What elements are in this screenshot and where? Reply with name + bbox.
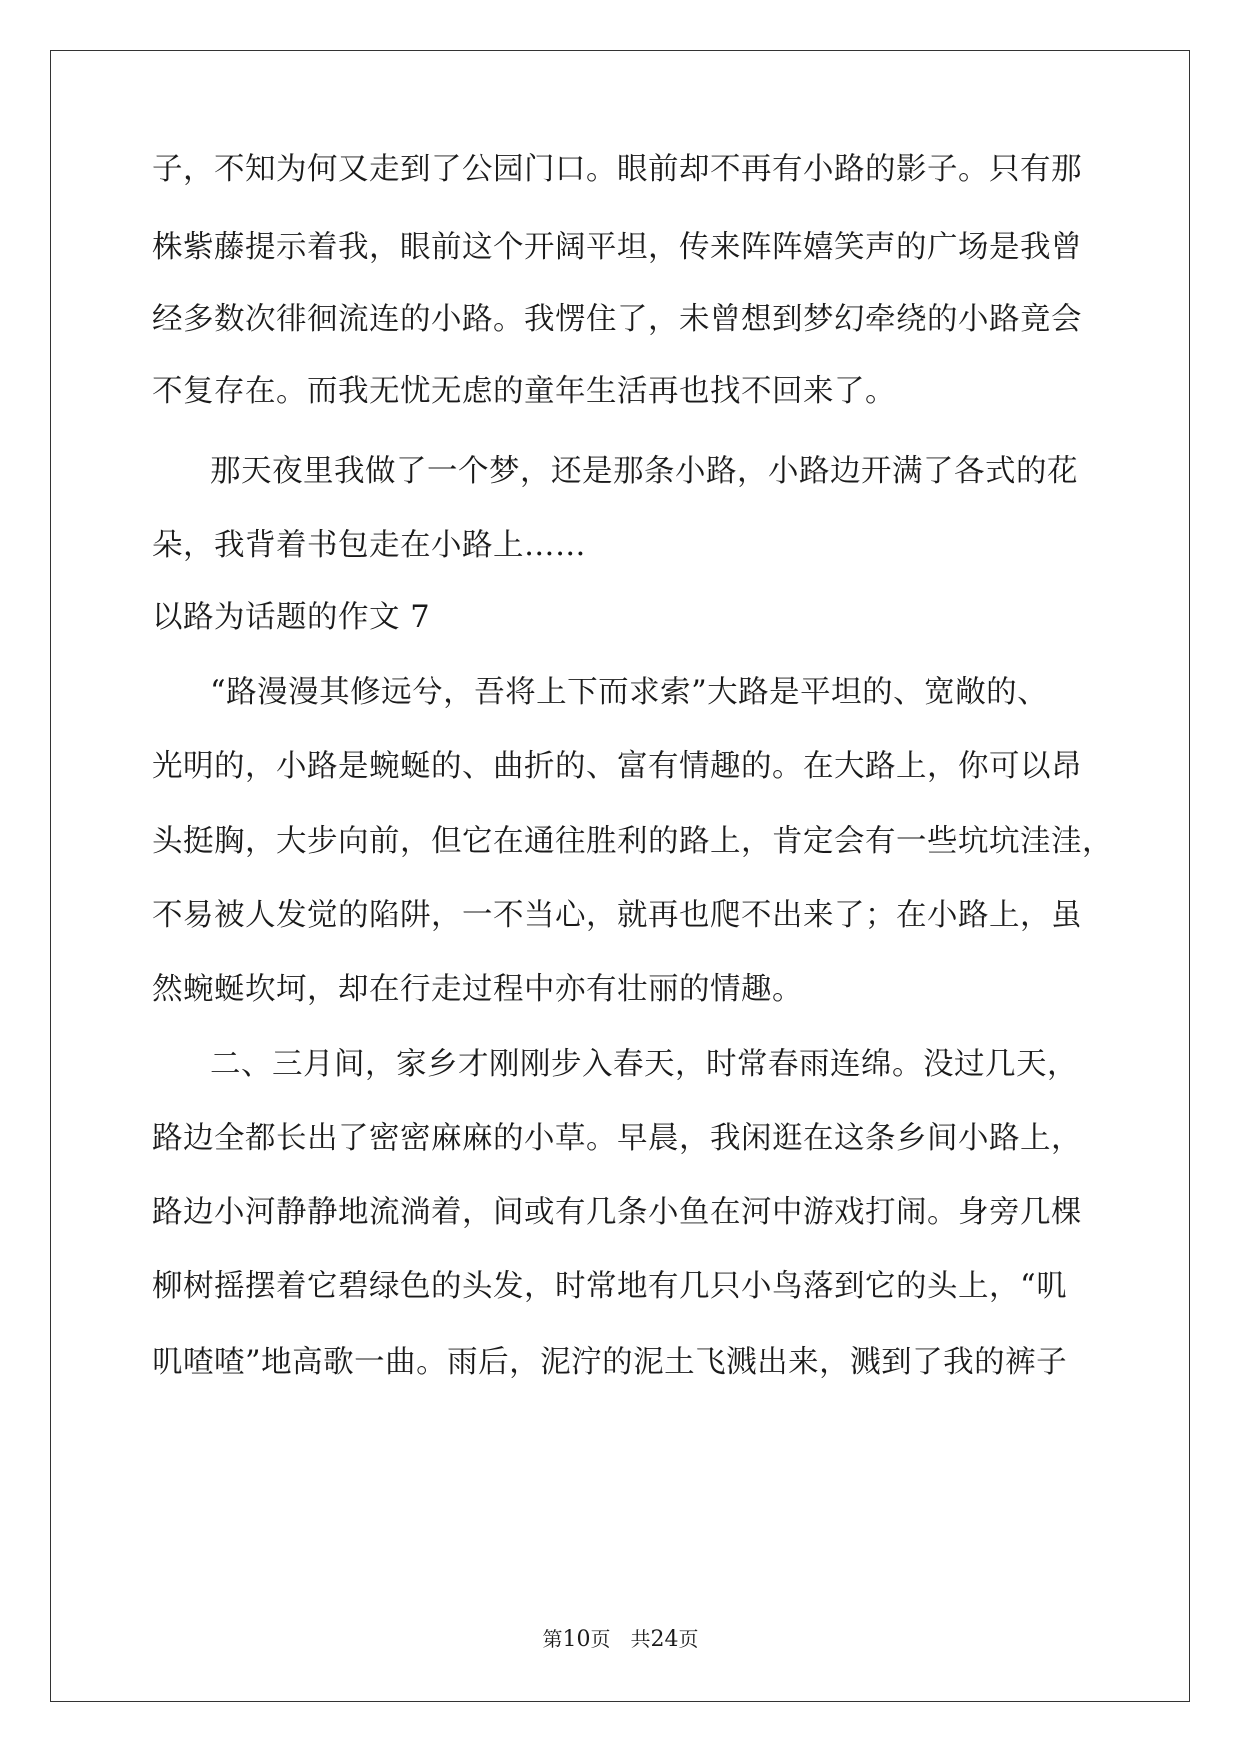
text-line: 叽喳喳”地高歌一曲。雨后，泥泞的泥土飞溅出来，溅到了我的裤子 [152, 1345, 1068, 1380]
text-line: 不易被人发觉的陷阱，一不当心，就再也爬不出来了；在小路上，虽 [152, 898, 1082, 933]
text-line: 柳树摇摆着它碧绿色的头发，时常地有几只小鸟落到它的头上，“叽 [152, 1269, 1068, 1304]
footer-prefix: 第 [542, 1627, 563, 1651]
total-pages-number: 24 [650, 1627, 679, 1652]
paragraph-start-line: 那天夜里我做了一个梦，还是那条小路，小路边开满了各式的花 [210, 454, 1078, 489]
footer-suffix: 页 [678, 1627, 699, 1651]
text-line: 路边全都长出了密密麻麻的小草。早晨，我闲逛在这条乡间小路上， [152, 1121, 1082, 1156]
text-line: 株紫藤提示着我，眼前这个开阔平坦，传来阵阵嬉笑声的广场是我曾 [152, 230, 1082, 265]
text-line: 子，不知为何又走到了公园门口。眼前却不再有小路的影子。只有那 [152, 152, 1082, 187]
text-line: 然蜿蜒坎坷，却在行走过程中亦有壮丽的情趣。 [152, 972, 803, 1007]
text-line: 光明的，小路是蜿蜒的、曲折的、富有情趣的。在大路上，你可以昂 [152, 749, 1082, 784]
paragraph-start-line: 二、三月间，家乡才刚刚步入春天，时常春雨连绵。没过几天， [210, 1047, 1078, 1082]
section-heading: 以路为话题的作文 7 [152, 600, 431, 635]
text-line: 路边小河静静地流淌着，间或有几条小鱼在河中游戏打闹。身旁几棵 [152, 1195, 1082, 1230]
page-border [50, 50, 1190, 1702]
current-page-number: 10 [562, 1627, 591, 1652]
text-line: 头挺胸，大步向前，但它在通往胜利的路上，肯定会有一些坑坑洼洼， [152, 824, 1113, 859]
text-line: 朵，我背着书包走在小路上…… [152, 528, 586, 563]
text-line: 不复存在。而我无忧无虑的童年生活再也找不回来了。 [152, 374, 896, 409]
page-footer [0, 1626, 1241, 1653]
paragraph-start-line: “路漫漫其修远兮，吾将上下而求索”大路是平坦的、宽敞的、 [210, 675, 1049, 710]
text-line: 经多数次徘徊流连的小路。我愣住了，未曾想到梦幻牵绕的小路竟会 [152, 302, 1082, 337]
footer-middle: 页 共 [590, 1627, 651, 1651]
